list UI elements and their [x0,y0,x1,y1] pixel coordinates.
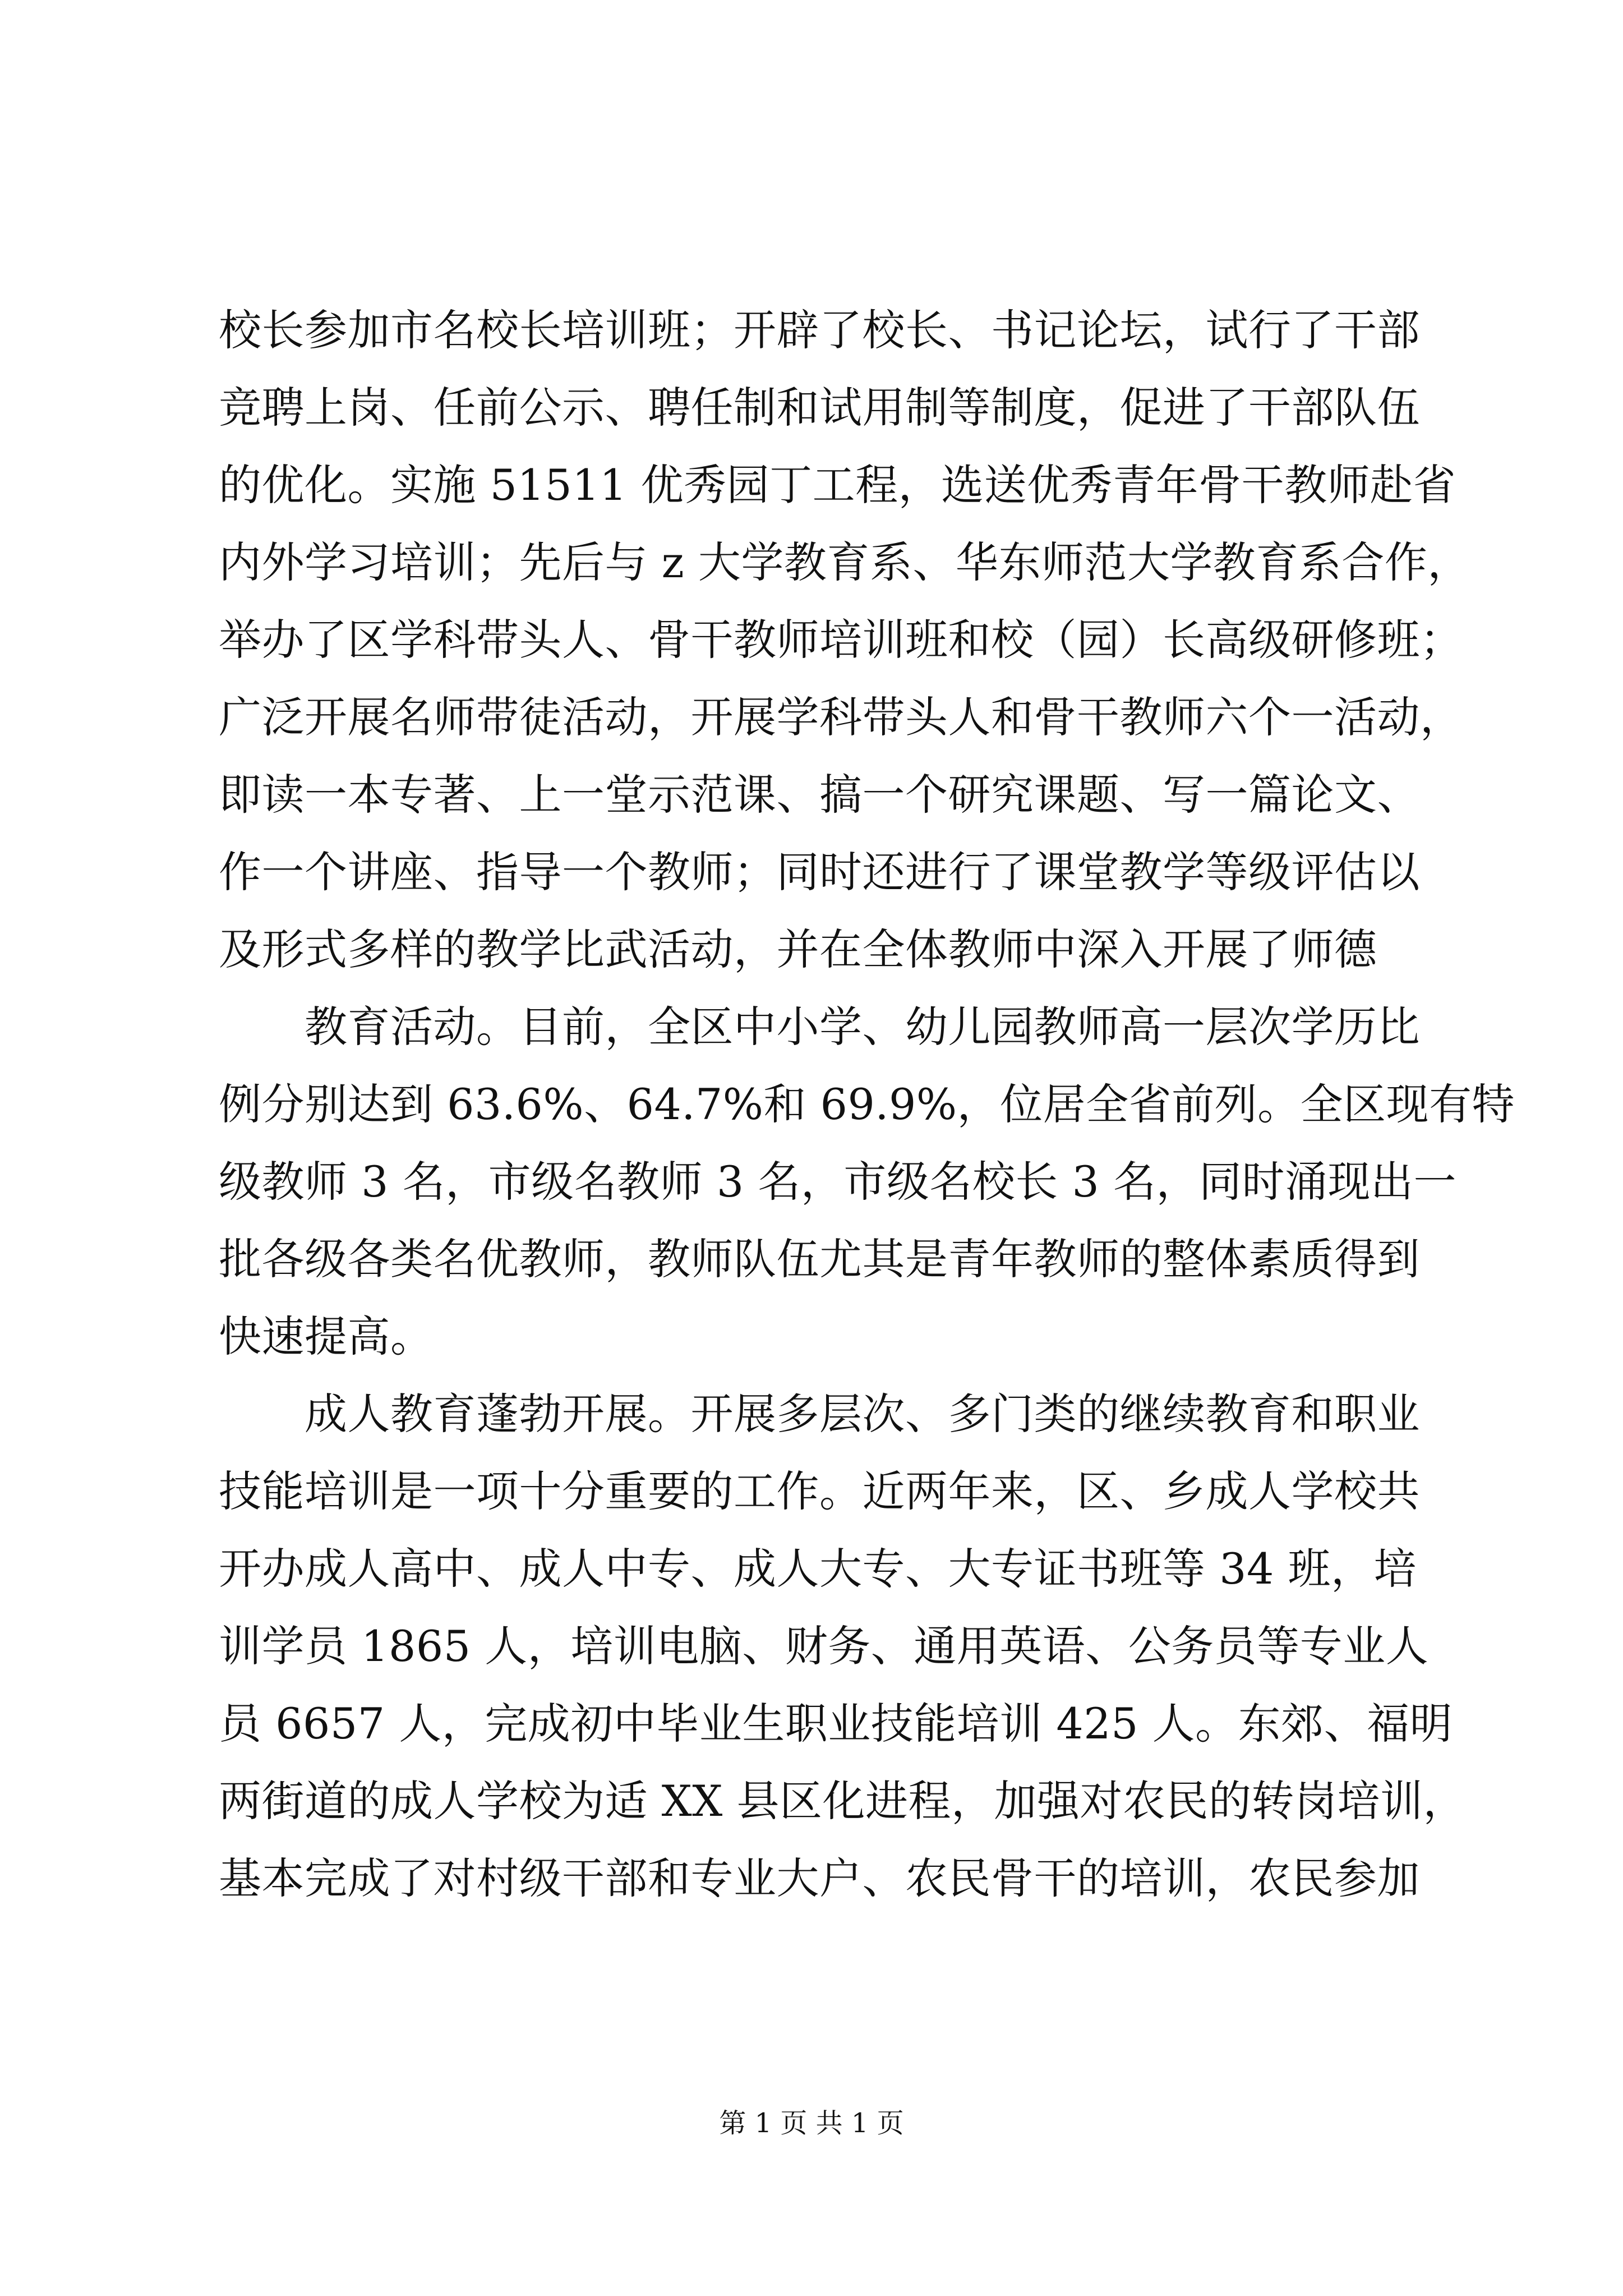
text-line: 内外学习培训；先后与 z 大学教育系、华东师范大学教育系合作， [219,537,1470,587]
text-line: 两街道的成人学校为适 XX 县区化进程，加强对农民的转岗培训， [219,1776,1467,1826]
text-line: 广泛开展名师带徒活动，开展学科带头人和骨干教师六个一活动， [219,692,1463,742]
text-line: 开办成人高中、成人中专、成人大专、大专证书班等 34 班，培 [219,1544,1417,1594]
text-line: 快速提高。 [219,1312,434,1361]
text-line: 训学员 1865 人，培训电脑、财务、通用英语、公务员等专业人 [219,1621,1429,1671]
text-line: 及形式多样的教学比武活动，并在全体教师中深入开展了师德 [219,924,1377,974]
text-line: 批各级各类名优教师，教师队伍尤其是青年教师的整体素质得到 [219,1234,1420,1284]
text-line: 技能培训是一项十分重要的工作。近两年来，区、乡成人学校共 [219,1466,1420,1516]
text-line: 作一个讲座、指导一个教师；同时还进行了课堂教学等级评估以 [219,847,1420,897]
text-line: 员 6657 人，完成初中毕业生职业技能培训 425 人。东郊、福明 [219,1699,1453,1749]
body-text [219,292,1515,1917]
text-line: 的优化。实施 51511 优秀园丁工程，选送优秀青年骨干教师赴省 [219,460,1456,510]
text-line: 例分别达到 63.6%、64.7%和 69.9%，位居全省前列。全区现有特 [219,1079,1515,1129]
text-line: 教育活动。目前，全区中小学、幼儿园教师高一层次学历比 [219,1002,1420,1052]
text-line: 级教师 3 名，市级名教师 3 名，市级名校长 3 名，同时涌现出一 [219,1157,1457,1207]
page-number-footer: 第 1 页 共 1 页 [719,2108,904,2139]
text-line: 竞聘上岗、任前公示、聘任制和试用制等制度，促进了干部队伍 [219,383,1420,432]
text-line: 举办了区学科带头人、骨干教师培训班和校（园）长高级研修班； [219,615,1463,665]
text-line: 校长参加市名校长培训班；开辟了校长、书记论坛，试行了干部 [219,305,1420,355]
text-line: 基本完成了对村级干部和专业大户、农民骨干的培训，农民参加 [219,1853,1420,1903]
text-line: 即读一本专著、上一堂示范课、搞一个研究课题、写一篇论文、 [219,770,1420,820]
text-line: 成人教育蓬勃开展。开展多层次、多门类的继续教育和职业 [219,1389,1420,1439]
